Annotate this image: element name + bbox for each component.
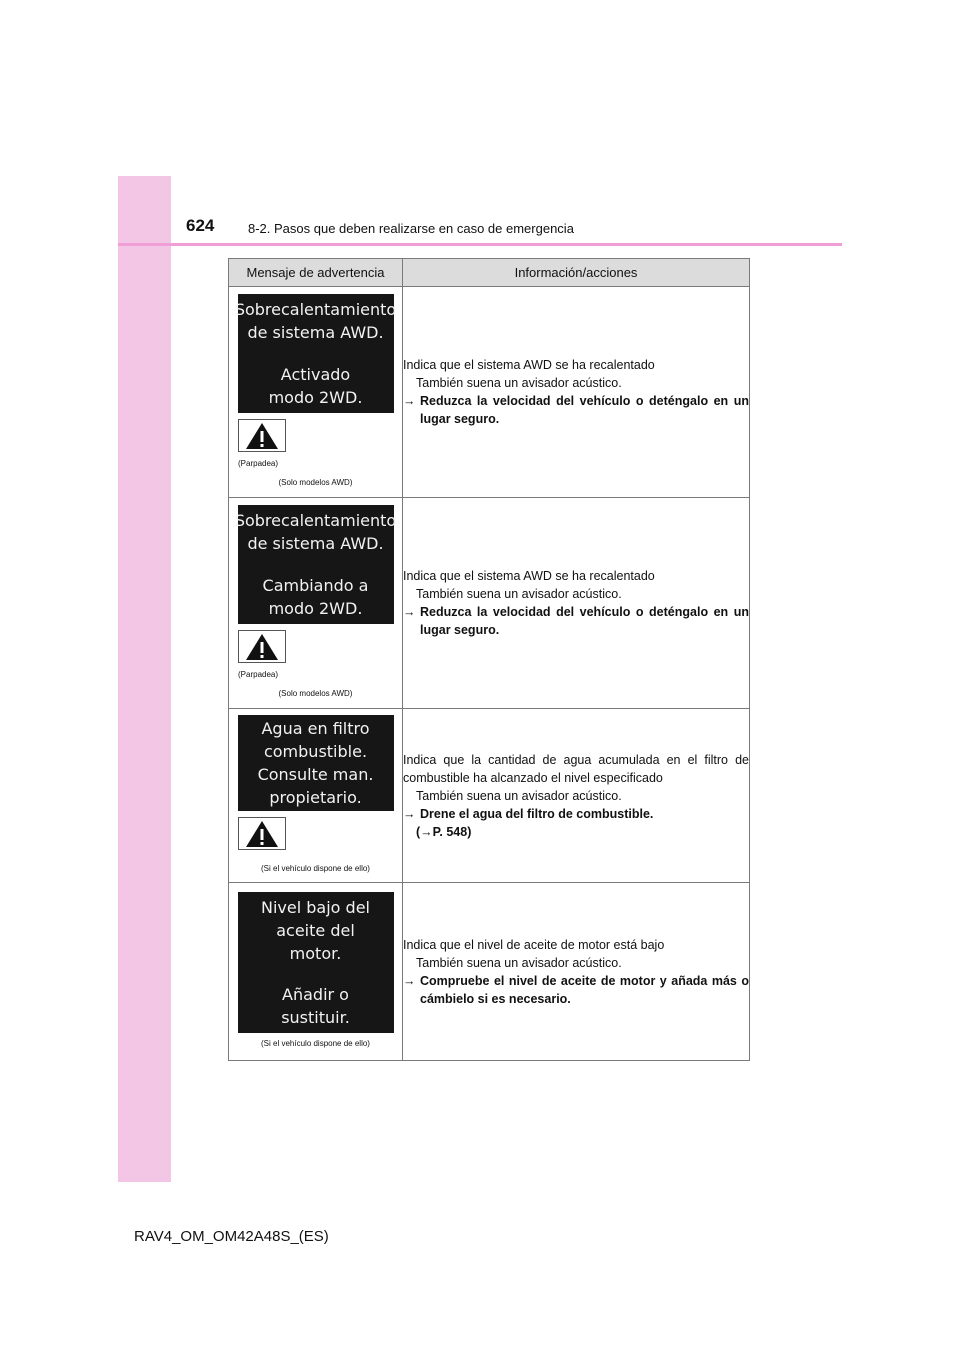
applicability-note: (Solo modelos AWD) [278,477,353,487]
arrow-right-icon: → [403,806,416,821]
info-cell [403,287,750,498]
table-row [229,709,750,883]
blink-label: (Parpadea) [238,458,279,468]
display-line: Cambiando a [262,576,369,596]
message-cell [229,883,403,1061]
action-text: → Reduzca la velocidad del vehículo o deténgalo en un lugar seguro. [403,605,749,637]
info-cell [403,498,750,709]
warning-triangle-icon [238,630,286,663]
column-header-message: Mensaje de advertencia [229,259,403,287]
info-text: Indica que la cantidad de agua acumulada en el filtro de combustible ha alcanzado el nivel especificado [403,752,749,785]
page-number: 624 [186,216,215,235]
section-title: 8-2. Pasos que deben realizarse en caso de emergencia [248,221,574,236]
warning-messages-table [228,258,750,1061]
message-cell [229,287,403,498]
message-cell [229,498,403,709]
display-screen [238,892,394,1033]
applicability-note: (Si el vehículo dispone de ello) [261,1039,370,1048]
arrow-right-icon: → [403,973,416,988]
sound-text: También suena un avisador acústico. [416,587,622,601]
display-line: Nivel bajo del [261,898,370,917]
info-text: Indica que el sistema AWD se ha recalentado [403,358,655,372]
display-line: de sistema AWD. [247,534,384,554]
arrow-right-icon: → [403,605,416,619]
arrow-right-icon: → [403,394,416,408]
display-line: propietario. [269,788,362,808]
display-screen [234,505,397,624]
blink-label: (Parpadea) [238,669,279,679]
display-line: de sistema AWD. [247,323,384,343]
sound-text: También suena un avisador acústico. [416,376,622,390]
side-tab-band [118,176,171,1182]
sound-text: También suena un avisador acústico. [416,788,622,803]
table-row [229,883,750,1061]
warning-triangle-icon [238,419,286,452]
table-row [229,498,750,709]
info-cell [403,883,750,1061]
table-row [229,287,750,498]
document-code: RAV4_OM_OM42A48S_(ES) [134,1228,329,1245]
display-line: Agua en filtro [261,719,370,739]
table-header-row [229,259,750,287]
display-line: sustituir. [281,1008,350,1027]
display-line: Sobrecalentamiento [234,511,397,531]
header-divider [118,243,842,246]
column-header-info: Información/acciones [403,259,750,287]
display-screen [234,294,397,413]
display-line: motor. [289,944,342,963]
display-line: modo 2WD. [268,599,363,619]
sound-text: También suena un avisador acústico. [416,955,622,970]
display-line: Añadir o [282,985,349,1004]
info-text: Indica que el nivel de aceite de motor está bajo [403,937,665,952]
warning-triangle-icon [238,817,286,850]
display-screen [238,715,394,811]
display-line: Activado [280,365,351,385]
action-text: → Drene el agua del filtro de combustible. [403,806,654,821]
applicability-note: (Solo modelos AWD) [278,688,353,698]
action-text: → Compruebe el nivel de aceite de motor y añada más o cámbielo si es necesario. [403,973,749,1006]
display-line: combustible. [263,742,368,762]
action-text: → Reduzca la velocidad del vehículo o deténgalo en un lugar seguro. [403,394,749,426]
applicability-note: (Si el vehículo dispone de ello) [261,863,370,873]
display-line: Consulte man. [257,765,374,785]
display-line: Sobrecalentamiento [234,300,397,320]
page-reference: (→P. 548) [416,824,472,839]
message-cell [229,709,403,883]
display-line: aceite del [276,921,355,940]
display-line: modo 2WD. [268,388,363,408]
info-text: Indica que el sistema AWD se ha recalentado [403,569,655,583]
info-cell [403,709,750,883]
